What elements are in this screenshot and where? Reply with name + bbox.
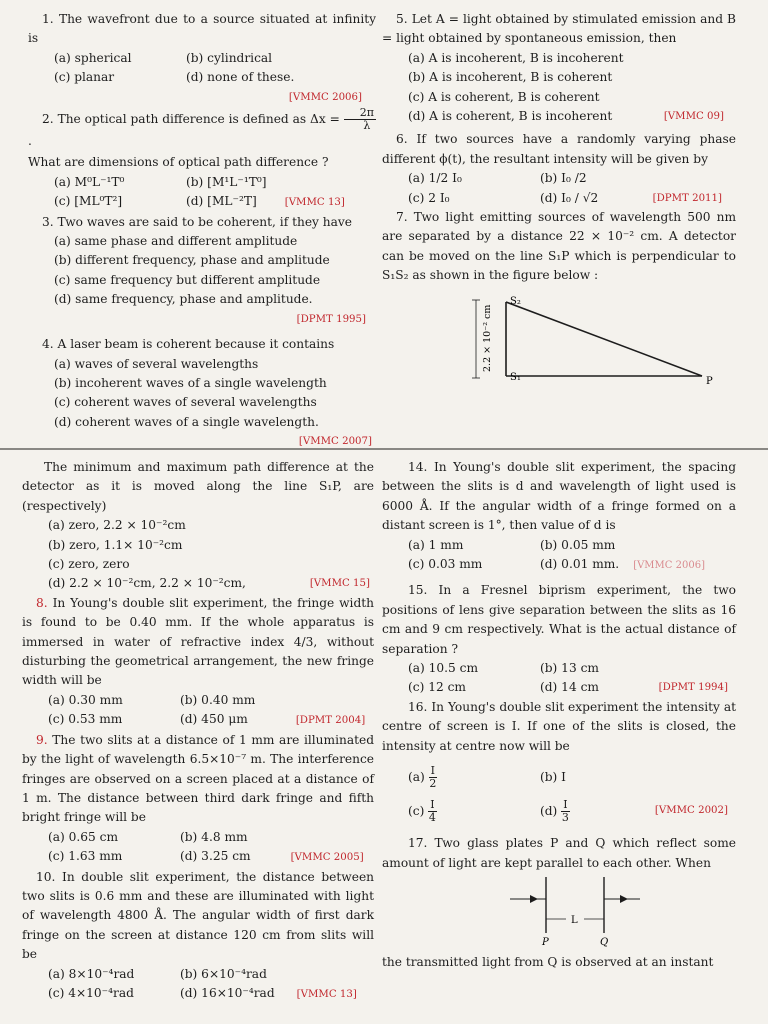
source-tag: [VMMC 13] [296,988,357,1000]
question-1 [28,10,376,49]
source-tag: [DPMT 2004] [295,715,366,727]
options-q16 [382,760,736,828]
option-c: (c) zero, zero [48,557,130,572]
option-b: (b) zero, 1.1× 10⁻²cm [48,537,183,552]
option-d-row [408,107,736,126]
fraction [428,799,436,824]
denominator: λ [363,119,371,133]
options-q4 [28,355,376,433]
option-d-row [540,189,736,208]
label-p: P [542,936,549,947]
option-a: (a) 8×10⁻⁴rad [48,966,135,981]
question-2: 2. The optical path difference is defined as Δx = $\frac{2\pi}{\lambda}$ . [28,106,375,149]
option-b: (b) I₀ /2 [540,171,587,186]
option-b: (b) 0.05 mm [540,537,616,552]
question-5 [382,10,736,49]
options-q2 [28,173,376,213]
options-q8 [22,691,374,731]
question-text: In double slit experiment, the distance between two slits is 0.6 mm and these are illuminated with light of wavelength 4800 Å. The angular width of first dark fringe on the screen at distance 120 cm from slits will be [22,869,375,962]
right-column-bottom [382,458,736,973]
option-a: (a) waves of several wavelengths [54,356,259,371]
question-15 [382,581,736,659]
option-d: (d) I₀ / √2 [540,190,599,205]
option-c: (c) 12 cm [408,680,466,695]
question-number: 4. [42,337,54,352]
option-c: (c) 1.63 mm [48,849,123,864]
arrow-head [530,895,538,903]
option-d-row [540,794,736,828]
denominator: 3 [561,811,569,825]
question-text: In Young's double slit experiment, the spacing between the slits is d and wavelength of light used is 6000 Å. If the angular width of a fringe formed on a distant screen is 1°, then value of d is [382,460,736,533]
question-number: 10. [36,869,56,884]
question-number: 17. [408,836,428,851]
question-number: 9. [36,732,48,747]
option-d-row [186,192,376,212]
question-text: In a Fresnel biprism experiment, the two positions of lens give separation between the slits as 16 cm and 9 cm respectively. What is the actual distance of separation ? [382,583,736,656]
question-number: 8. [36,595,48,610]
right-column-top [382,10,736,400]
question-number: 2. [42,112,54,127]
question-17 [382,834,736,873]
question-text: Two glass plates P and Q which reflect some amount of light are kept parallel to each other. When [382,836,736,870]
question-number: 7. [396,210,408,225]
question-17-continued: the transmitted light from Q is observed at an instant [382,955,714,970]
label-s2: S₂ [510,295,521,307]
option-d-row [180,984,374,1004]
question-number: 5. [396,12,408,26]
option-b: (b) 4.8 mm [180,829,248,844]
option-c: (c) 0.53 mm [48,712,123,727]
question-4 [28,335,376,354]
option-b: (b) cylindrical [186,50,273,65]
left-column-bottom [22,458,374,1004]
option-a: (a) 1/2 I₀ [408,171,462,186]
question-text: The wavefront due to a source situated at infinity is [28,12,377,46]
option-a: (a) A is incoherent, B is incoherent [408,50,624,65]
option-a [408,760,540,794]
options-q10 [22,965,374,1005]
source-tag: [DPMT 1994] [658,682,728,694]
source-tag: [DPMT 1995] [296,313,366,325]
upper-page [0,0,768,448]
question-text: A laser beam is coherent because it contains [57,337,335,352]
option-b: (b) different frequency, phase and amplitude [54,253,330,268]
question-2-sub: What are dimensions of optical path difference ? [28,155,329,170]
option-d: (d) 3.25 cm [180,849,251,864]
numerator: I [563,798,568,812]
option-d [540,794,570,828]
option-d: (d) [ML⁻²T] [186,194,257,209]
option-d-row [540,555,736,575]
option-a: (a) 1 mm [408,537,464,552]
option-c: (c) 2 I₀ [408,190,450,205]
option-a: (a) 0.65 cm [48,829,119,844]
option-d-row [540,678,736,697]
source-tag: [VMMC 13] [284,197,345,209]
option-b: (b) 13 cm [540,661,599,676]
option-c: (c) [ML⁰T²] [54,194,123,209]
label-l: L [571,914,578,926]
question-number: 6. [396,132,408,147]
question-text: The two slits at a distance of 1 mm are illuminated by the light of wavelength 6.5×10⁻⁷ m. The interference fringes are observed on a screen placed at a distance of 1 m. The distance between third dark fringe and fifth bright fringe will be [22,732,375,825]
question-text: If two sources have a randomly varying phase different ϕ(t), the resultant intensity will be given by [382,132,736,166]
label-length: 2.2 × 10⁻² cm [482,304,493,372]
option-c: (c) planar [54,70,115,85]
lower-page [0,450,768,1024]
question-14 [382,458,736,536]
source-tag: [VMMC 2005] [290,852,364,864]
option-b: (b) A is incoherent, B is coherent [408,70,613,85]
option-a: (a) 0.30 mm [48,692,123,707]
option-b: (b) incoherent waves of a single wavelength [54,375,327,390]
option-b: (b) 0.40 mm [180,692,256,707]
option-label: (c) [408,804,425,819]
numerator: I [430,798,435,812]
numerator: 2π [344,107,376,120]
option-c: (c) 4×10⁻⁴rad [48,985,134,1000]
option-d: (d) 14 cm [540,680,599,695]
option-a: (a) 10.5 cm [408,661,479,676]
option-d: (d) coherent waves of a single wavelength. [54,414,319,429]
option-d: (d) none of these. [186,70,295,85]
left-column-top [28,10,376,452]
question-text: Two light emitting sources of wavelength 500 nm are separated by a distance 22 × 10⁻² cm. A detector can be moved on the line S₁P which is perpendicular to S₁S₂ as shown in the figure below : [382,210,737,283]
label-p: P [706,375,713,387]
arrow-head [620,895,628,903]
question-number: 15. [408,583,428,598]
source-tag: [VMMC 2007] [298,436,372,448]
s1-s2-p-figure [430,294,730,394]
question-6 [382,130,736,169]
source-tag: [VMMC 2006] [288,91,362,103]
question-number: 3. [42,214,54,229]
source-tag: [VMMC 2006] [633,560,705,572]
option-c: (c) 0.03 mm [408,557,483,572]
options-q6 [382,169,736,208]
option-label: (a) [408,770,425,785]
option-c: (c) A is coherent, B is coherent [408,89,600,104]
question-number: 1. [42,12,54,26]
option-d: (d) same frequency, phase and amplitude. [54,292,313,307]
glass-plates-figure [500,875,660,947]
question-10 [22,868,374,965]
option-label: (d) [540,804,558,819]
option-d-row [48,574,374,593]
option-b: (b) 6×10⁻⁴rad [180,966,267,981]
s2-p-line [506,302,702,376]
question-16 [382,698,736,756]
numerator: I [430,764,436,778]
question-text: The optical path difference is defined as Δx = [57,112,340,127]
denominator: 2 [429,777,437,791]
option-c: (c) same frequency but different amplitude [54,272,321,287]
question-8 [22,594,374,691]
options-q5 [382,49,736,127]
question-7-continued: The minimum and maximum path difference at the detector as it is moved along the line S₁P, are (respectively) [22,460,374,513]
options-q3 [28,232,376,310]
denominator: 4 [428,811,436,825]
option-d: (d) 450 μm [180,712,248,727]
question-text: In Young's double slit experiment, the fringe width is found to be 0.40 mm. If the whole apparatus is immersed in water of refractive index 4/3, without disturbing the geometrical arrangement, the new fringe width will be [22,595,375,688]
question-7 [382,208,736,286]
options-q1 [28,49,376,88]
fraction [561,799,569,824]
question-number: 14. [408,460,428,474]
question-text: Let A = light obtained by stimulated emission and B = light obtained by spontaneous emission, then [382,12,736,46]
fraction [344,107,376,132]
source-tag: [DPMT 2011] [652,192,722,204]
source-tag: [VMMC 09] [663,111,724,123]
fraction [429,765,437,790]
source-tag: [VMMC 15] [309,578,370,590]
options-q15 [382,659,736,698]
source-tag: [VMMC 2002] [654,805,728,817]
option-d: (d) 0.01 mm. [540,557,620,572]
question-9 [22,731,374,828]
options-q14 [382,536,736,576]
option-b: (b) [M¹L⁻¹T⁰] [186,174,267,189]
option-d-row [180,847,374,867]
option-a: (a) spherical [54,50,132,65]
options-q7 [22,516,374,594]
question-text: Two waves are said to be coherent, if they have [57,214,353,229]
question-text: In Young's double slit experiment the intensity at centre of screen is I. If one of the slits is closed, the intensity at centre now will be [382,699,736,753]
option-d-row [180,710,374,730]
options-q9 [22,828,374,868]
option-d: (d) 2.2 × 10⁻²cm, 2.2 × 10⁻²cm, [48,576,246,591]
option-d: (d) 16×10⁻⁴rad [180,985,275,1000]
option-a: (a) zero, 2.2 × 10⁻²cm [48,518,186,533]
option-c: (c) coherent waves of several wavelengths [54,395,317,410]
option-b: (b) I [540,770,566,785]
option-a: (a) M⁰L⁻¹T⁰ [54,174,125,189]
option-c [408,794,540,828]
label-s1: S₁ [510,371,521,383]
question-number: 16. [408,699,428,714]
label-q: Q [600,936,609,947]
option-a: (a) same phase and different amplitude [54,234,298,249]
option-d: (d) A is coherent, B is incoherent [408,109,613,124]
question-3 [28,213,376,232]
